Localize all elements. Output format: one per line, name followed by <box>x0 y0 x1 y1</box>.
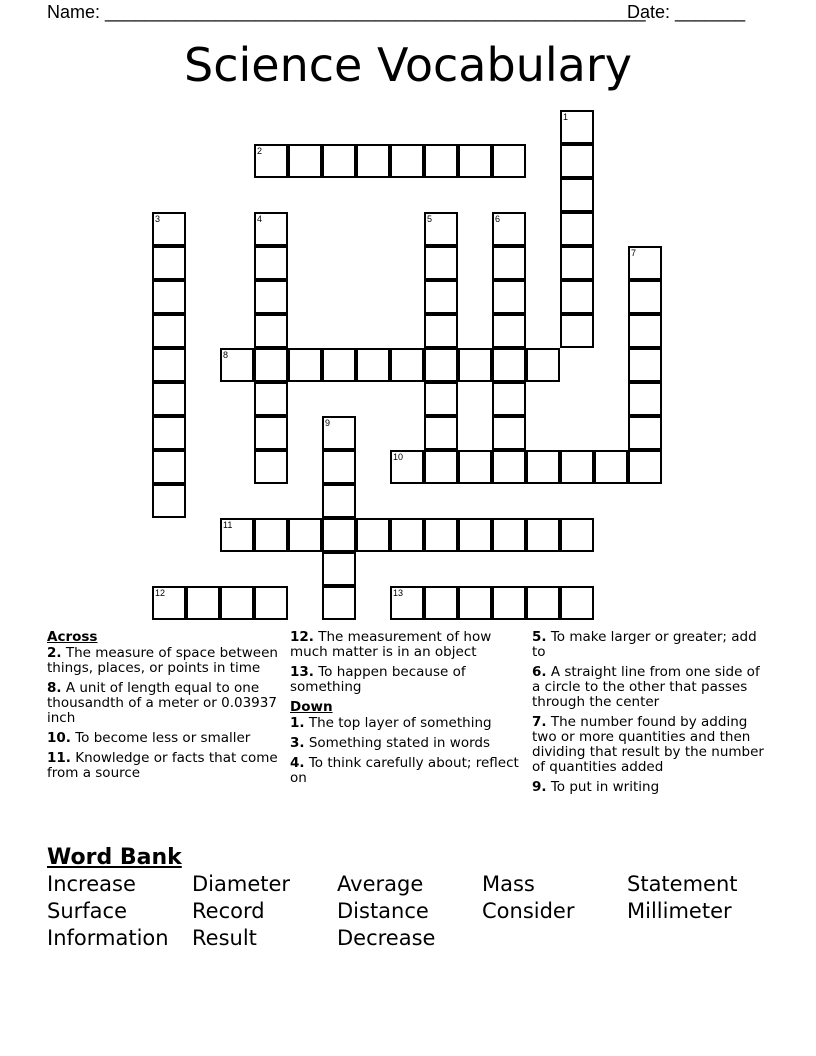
crossword-cell[interactable] <box>356 144 390 178</box>
crossword-cell[interactable] <box>628 314 662 348</box>
clue-text: To become less or smaller <box>70 730 251 746</box>
clue <box>47 681 282 726</box>
crossword-cell[interactable] <box>628 280 662 314</box>
crossword-cell[interactable] <box>560 246 594 280</box>
crossword-cell[interactable] <box>560 178 594 212</box>
clue <box>532 665 767 710</box>
crossword-cell[interactable] <box>560 144 594 178</box>
crossword-cell[interactable] <box>628 382 662 416</box>
crossword-cell[interactable] <box>288 144 322 178</box>
crossword-cell[interactable] <box>424 314 458 348</box>
clue-text: The top layer of something <box>304 715 492 731</box>
clue-number: 11. <box>47 750 71 766</box>
clue <box>290 716 525 731</box>
crossword-cell[interactable] <box>254 246 288 280</box>
clue-text: To happen because of something <box>290 664 466 695</box>
page-title: Science Vocabulary <box>184 38 632 92</box>
crossword-cell[interactable] <box>492 518 526 552</box>
word-bank-word: Millimeter <box>627 899 732 923</box>
crossword-cell[interactable] <box>254 586 288 620</box>
crossword-cell[interactable] <box>492 314 526 348</box>
clue-text: The measure of space between things, places, or points in time <box>47 645 278 676</box>
crossword-cell[interactable] <box>424 450 458 484</box>
clue-text: Knowledge or facts that come from a source <box>47 750 278 781</box>
crossword-cell[interactable] <box>526 586 560 620</box>
clue-number: 5 <box>427 214 433 224</box>
word-bank-word: Record <box>192 899 265 923</box>
crossword-cell[interactable] <box>254 212 288 246</box>
crossword-cell[interactable] <box>526 518 560 552</box>
clue-number: 9 <box>325 418 331 428</box>
crossword-cell[interactable] <box>424 416 458 450</box>
word-bank-word: Decrease <box>337 926 436 950</box>
crossword-cell[interactable] <box>322 518 356 552</box>
crossword-cell[interactable] <box>390 586 424 620</box>
word-bank <box>47 872 772 950</box>
crossword-cell[interactable] <box>458 586 492 620</box>
word-bank-word: Information <box>47 926 169 950</box>
crossword-cell[interactable] <box>424 348 458 382</box>
word-bank-word: Surface <box>47 899 128 923</box>
clue-number: 10. <box>47 730 71 746</box>
clue <box>47 731 282 746</box>
clue <box>47 646 282 676</box>
clue-number: 3 <box>155 214 161 224</box>
crossword-cell[interactable] <box>424 518 458 552</box>
crossword-cell[interactable] <box>492 450 526 484</box>
crossword-cell[interactable] <box>628 348 662 382</box>
clue-number: 4. <box>290 755 305 771</box>
crossword-cell[interactable] <box>424 212 458 246</box>
crossword-cell[interactable] <box>390 348 424 382</box>
crossword-cell[interactable] <box>220 348 254 382</box>
word-bank-word: Distance <box>337 899 429 923</box>
clue-number: 4 <box>257 214 263 224</box>
clue-number: 6 <box>495 214 501 224</box>
crossword-cell[interactable] <box>152 314 186 348</box>
crossword-cell[interactable] <box>152 280 186 314</box>
clue-text: To put in writing <box>546 779 660 795</box>
crossword-cell[interactable] <box>492 246 526 280</box>
word-bank-word: Consider <box>482 899 575 923</box>
crossword-cell[interactable] <box>254 450 288 484</box>
clue-number: 8. <box>47 680 62 696</box>
crossword-cell[interactable] <box>152 348 186 382</box>
word-bank-word: Mass <box>482 872 535 896</box>
crossword-cell[interactable] <box>560 586 594 620</box>
crossword-cell[interactable] <box>458 518 492 552</box>
crossword-cell[interactable] <box>288 348 322 382</box>
clue <box>290 630 525 660</box>
crossword-cell[interactable] <box>492 212 526 246</box>
crossword-cell[interactable] <box>254 348 288 382</box>
clue-text: The measurement of how much matter is in an object <box>290 629 492 660</box>
word-bank-word: Diameter <box>192 872 291 896</box>
clue-number: 10 <box>393 452 404 462</box>
crossword-cell[interactable] <box>390 450 424 484</box>
clue-number: 12 <box>155 588 166 598</box>
clue-number: 7. <box>532 714 547 730</box>
crossword-cell[interactable] <box>560 314 594 348</box>
crossword-cell[interactable] <box>424 586 458 620</box>
crossword-cell[interactable] <box>254 280 288 314</box>
crossword-cell[interactable] <box>492 586 526 620</box>
crossword-cell[interactable] <box>628 246 662 280</box>
crossword-cell[interactable] <box>356 348 390 382</box>
crossword-cell[interactable] <box>526 348 560 382</box>
crossword-cell[interactable] <box>288 518 322 552</box>
crossword-cell[interactable] <box>322 348 356 382</box>
crossword-cell[interactable] <box>458 348 492 382</box>
clue-number: 8 <box>223 350 229 360</box>
crossword-cell[interactable] <box>560 212 594 246</box>
crossword-cell[interactable] <box>628 416 662 450</box>
clue-text: A unit of length equal to one thousandth of a meter or 0.03937 inch <box>47 680 277 726</box>
crossword-cell[interactable] <box>152 382 186 416</box>
crossword-cell[interactable] <box>390 518 424 552</box>
clue-number: 9. <box>532 779 547 795</box>
clue-number: 11 <box>223 520 233 530</box>
crossword-cell[interactable] <box>152 484 186 518</box>
clue <box>290 736 525 751</box>
clue-number: 13. <box>290 664 314 680</box>
crossword-cell[interactable] <box>254 144 288 178</box>
clue-number: 2 <box>257 146 263 156</box>
clue-text: A straight line from one side of a circle to the other that passes through the center <box>532 664 760 710</box>
crossword-cell[interactable] <box>356 518 390 552</box>
crossword-cell[interactable] <box>492 416 526 450</box>
date-field[interactable]: Date: _______ <box>627 2 746 22</box>
crossword-cell[interactable] <box>152 212 186 246</box>
crossword-cell[interactable] <box>424 246 458 280</box>
crossword-cell[interactable] <box>424 144 458 178</box>
clue-number: 6. <box>532 664 547 680</box>
crossword-cell[interactable] <box>254 518 288 552</box>
clue-text: To think carefully about; reflect on <box>290 755 519 786</box>
crossword-cell[interactable] <box>492 382 526 416</box>
clue-number: 1. <box>290 715 305 731</box>
name-field[interactable]: Name: ______________________________________________________ <box>47 2 646 22</box>
clue <box>532 780 767 795</box>
crossword-cell[interactable] <box>560 450 594 484</box>
crossword-cell[interactable] <box>322 450 356 484</box>
crossword-cell[interactable] <box>152 450 186 484</box>
crossword-cell[interactable] <box>560 518 594 552</box>
crossword-cell[interactable] <box>492 348 526 382</box>
clue <box>532 715 767 775</box>
clues-column-3 <box>532 630 767 800</box>
crossword-cell[interactable] <box>390 144 424 178</box>
crossword-cell[interactable] <box>254 416 288 450</box>
crossword-cell[interactable] <box>322 552 356 586</box>
crossword-cell[interactable] <box>628 450 662 484</box>
crossword-cell[interactable] <box>322 586 356 620</box>
crossword-cell[interactable] <box>526 450 560 484</box>
clue <box>47 751 282 781</box>
crossword-cell[interactable] <box>560 110 594 144</box>
word-bank-word: Increase <box>47 872 136 896</box>
word-bank-word: Statement <box>627 872 738 896</box>
crossword-cell[interactable] <box>424 280 458 314</box>
clues-column-2 <box>290 630 525 791</box>
crossword-cell[interactable] <box>152 416 186 450</box>
across-heading: Across <box>47 629 98 645</box>
crossword-cell[interactable] <box>322 144 356 178</box>
clue <box>290 756 525 786</box>
crossword-cell[interactable] <box>424 382 458 416</box>
crossword-cell[interactable] <box>152 586 186 620</box>
crossword-cell[interactable] <box>220 518 254 552</box>
clue-text: Something stated in words <box>304 735 490 751</box>
down-heading: Down <box>290 699 333 715</box>
clues-column-1 <box>47 630 282 786</box>
crossword-cell[interactable] <box>152 246 186 280</box>
clue-number: 7 <box>631 248 637 258</box>
crossword-cell[interactable] <box>594 450 628 484</box>
crossword-cell[interactable] <box>458 450 492 484</box>
clue-number: 13 <box>393 588 404 598</box>
clue-number: 12. <box>290 629 314 645</box>
crossword-cell[interactable] <box>254 382 288 416</box>
crossword-cell[interactable] <box>458 144 492 178</box>
clue <box>532 630 767 660</box>
clue-number: 1 <box>563 112 569 122</box>
clue <box>290 665 525 695</box>
clue-text: To make larger or greater; add to <box>532 629 757 660</box>
word-bank-word: Result <box>192 926 257 950</box>
word-bank-title: Word Bank <box>47 845 182 870</box>
crossword-cell[interactable] <box>492 144 526 178</box>
crossword-cell[interactable] <box>560 280 594 314</box>
clue-number: 3. <box>290 735 305 751</box>
crossword-cell[interactable] <box>322 484 356 518</box>
word-bank-word: Average <box>337 872 424 896</box>
clue-number: 5. <box>532 629 547 645</box>
crossword-cell[interactable] <box>254 314 288 348</box>
clue-text: The number found by adding two or more quantities and then dividing that result by the number of quantities added <box>532 714 764 775</box>
crossword-cell[interactable] <box>186 586 220 620</box>
crossword-cell[interactable] <box>322 416 356 450</box>
crossword-cell[interactable] <box>492 280 526 314</box>
clue-number: 2. <box>47 645 62 661</box>
crossword-cell[interactable] <box>220 586 254 620</box>
